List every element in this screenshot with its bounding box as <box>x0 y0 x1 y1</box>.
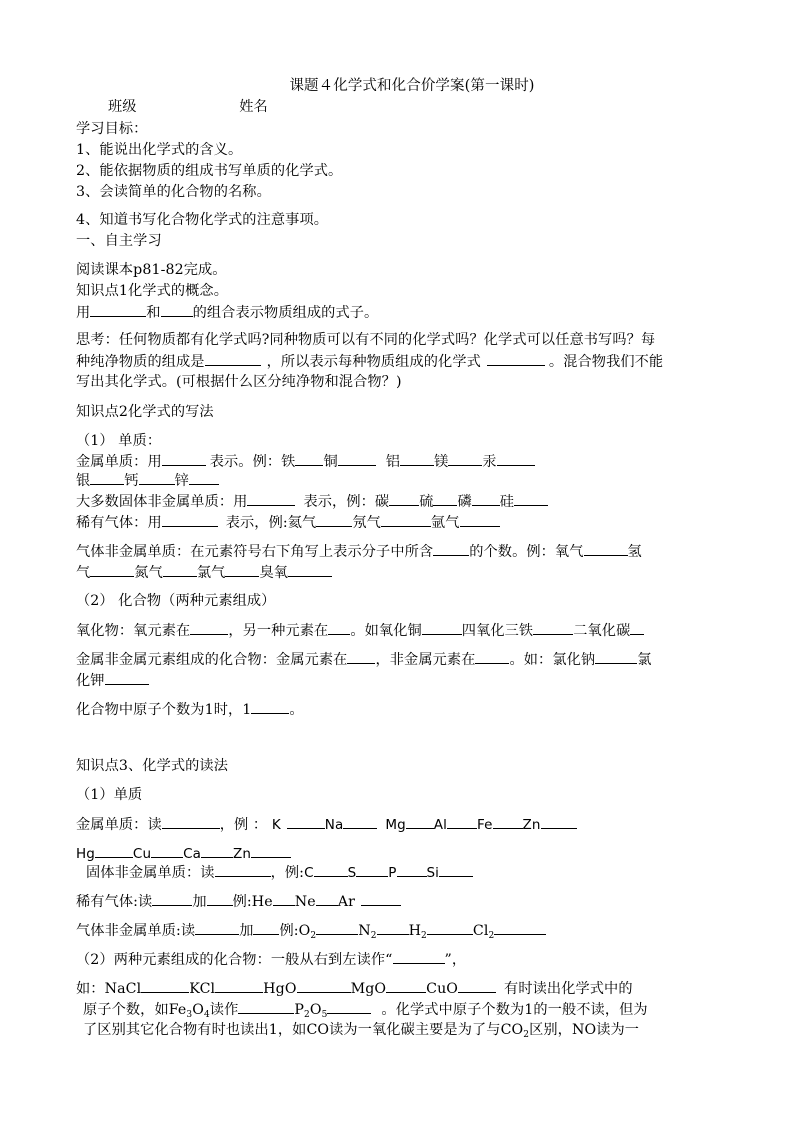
fill-blank[interactable] <box>361 891 401 906</box>
compound-example-line: 了区别其它化合物有时也读出1，如CO读为一氧化碳主要是为了与$CO_2$区别，NO读为一 <box>83 1022 640 1040</box>
fill-blank[interactable] <box>253 920 279 935</box>
fill-blank[interactable] <box>151 843 183 858</box>
kp2-sub-heading: （2） 化合物（两种元素组成） <box>76 593 276 609</box>
fill-blank[interactable] <box>195 920 239 935</box>
reading-instruction: 阅读课本p81-82完成。 <box>76 262 227 278</box>
fill-blank[interactable] <box>215 862 271 877</box>
fill-blank[interactable] <box>328 620 350 635</box>
fill-blank[interactable] <box>381 512 431 527</box>
fill-blank[interactable] <box>314 862 348 877</box>
fill-blank[interactable] <box>238 999 294 1014</box>
fill-blank[interactable] <box>162 451 206 466</box>
fill-blank[interactable] <box>533 620 573 635</box>
fill-blank[interactable] <box>338 451 376 466</box>
fill-blank[interactable] <box>493 814 523 829</box>
objective-item: 1、能说出化学式的含义。 <box>76 142 243 158</box>
fill-blank[interactable] <box>584 541 628 556</box>
fill-blank[interactable] <box>251 843 291 858</box>
atom-count-line: 化合物中原子个数为1时，1 。 <box>76 699 724 720</box>
metal-nonmetal-compound-line: 化钾 <box>76 670 724 691</box>
fill-blank[interactable] <box>215 978 263 993</box>
fill-blank[interactable] <box>422 620 462 635</box>
kp3-heading: 知识点3、化学式的读法 <box>76 758 229 774</box>
fill-blank[interactable] <box>487 351 545 366</box>
fill-blank[interactable] <box>162 814 220 829</box>
fill-blank[interactable] <box>433 541 469 556</box>
think-paragraph: 种纯净物质的组成是 ，所以表示每种物质组成的化学式 。混合物我们不能 <box>76 351 724 372</box>
fill-blank[interactable] <box>152 891 192 906</box>
fill-blank[interactable] <box>386 978 426 993</box>
metal-nonmetal-compound-line: 金属非金属元素组成的化合物：金属元素在 ，非金属元素在 。如：氯化钠 氯 <box>76 649 724 670</box>
metal-element-line: 金属单质：用 表示。例：铁 铜 铝 镁 汞 <box>76 451 724 472</box>
fill-blank[interactable] <box>295 451 323 466</box>
kp1-heading: 知识点1化学式的概念。 <box>76 283 229 299</box>
fill-blank[interactable] <box>433 491 457 506</box>
read-metal-line: 金属单质：读 ，例 ： K Na Mg Al Fe Zn <box>76 814 724 835</box>
gas-nonmetal-line: 气 氮气 氯气 臭氧 <box>76 562 724 583</box>
fill-blank[interactable] <box>225 562 259 577</box>
kp2-heading: 知识点2化学式的写法 <box>76 404 214 420</box>
metal-element-line: 银 钙 锌 <box>76 470 724 491</box>
fill-blank[interactable] <box>201 843 233 858</box>
fill-blank[interactable] <box>207 891 233 906</box>
fill-blank[interactable] <box>343 814 377 829</box>
fill-blank[interactable] <box>595 649 637 664</box>
fill-blank[interactable] <box>288 562 332 577</box>
noble-gas-line: 稀有气体：用 表示，例:氦气 氖气 氩气 <box>76 512 724 533</box>
kp3-sub-heading: （1）单质 <box>76 787 143 803</box>
fill-blank[interactable] <box>389 491 419 506</box>
fill-blank[interactable] <box>356 862 388 877</box>
section-heading: 一、自主学习 <box>76 233 162 249</box>
fill-blank[interactable] <box>460 512 500 527</box>
fill-blank[interactable] <box>630 620 644 635</box>
fill-blank[interactable] <box>189 470 219 485</box>
page-title: 课题４化学式和化合价学案(第一课时) <box>289 78 535 94</box>
objectives-heading: 学习目标： <box>76 121 148 137</box>
fill-blank[interactable] <box>406 814 434 829</box>
fill-blank[interactable] <box>472 491 500 506</box>
fill-blank[interactable] <box>347 649 375 664</box>
fill-blank[interactable] <box>273 891 295 906</box>
gas-nonmetal-line: 气体非金属单质：在元素符号右下角写上表示分子中所含 的个数。例：氧气 氢 <box>76 541 724 562</box>
student-info <box>76 97 724 117</box>
kp2-sub-heading: （1） 单质： <box>76 433 162 449</box>
read-metal-line: Hg Cu Ca Zn <box>76 843 724 864</box>
fill-blank[interactable] <box>397 862 427 877</box>
fill-blank[interactable] <box>251 699 289 714</box>
read-solid-line: 固体非金属单质：读 ，例:C S P Si <box>76 862 724 883</box>
fill-blank[interactable] <box>400 451 434 466</box>
fill-blank[interactable] <box>448 451 482 466</box>
fill-blank[interactable] <box>316 512 352 527</box>
fill-blank[interactable] <box>475 649 509 664</box>
fill-blank[interactable] <box>316 891 338 906</box>
fill-blank[interactable] <box>90 562 134 577</box>
fill-blank[interactable] <box>139 470 175 485</box>
objective-item: 4、知道书写化合物化学式的注意事项。 <box>76 212 329 228</box>
read-noble-line: 稀有气体:读 加 例:He Ne Ar <box>76 891 724 912</box>
compound-example-line: 原子个数，如$Fe_3O_4$读作 $P_2O_5$ 。化学式中原子个数为1的一般不读，但为 <box>76 999 724 1022</box>
think-paragraph: 思考：任何物质都有化学式吗?同种物质可以有不同的化学式吗？化学式可以任意书写吗？每 <box>76 332 656 348</box>
oxide-line: 氧化物：氧元素在 ，另一种元素在 。如氧化铜 四氧化三铁 二氧化碳 <box>76 620 724 641</box>
fill-blank[interactable] <box>541 814 577 829</box>
compound-example-line: 如：NaCl KCl HgO MgO CuO 有时读出化学式中的 <box>76 978 724 999</box>
fill-blank[interactable] <box>458 978 496 993</box>
fill-blank[interactable] <box>316 920 358 935</box>
think-paragraph: 写出其化学式。(可根据什么区分纯净物和混合物？) <box>76 374 402 390</box>
fill-blank[interactable] <box>439 862 473 877</box>
fill-blank[interactable] <box>497 451 535 466</box>
kp3-sub-heading: （2）两种元素组成的化合物：一般从右到左读作“ ”， <box>76 949 724 970</box>
objective-item: 2、能依据物质的组成书写单质的化学式。 <box>76 163 343 179</box>
fill-blank[interactable] <box>161 302 193 317</box>
fill-blank[interactable] <box>427 920 473 935</box>
fill-blank[interactable] <box>247 491 295 506</box>
read-gas-line: 气体非金属单质:读 加 例$:O_2$ $N_2$ $H_2$ $Cl_2$ <box>76 920 724 943</box>
fill-blank[interactable] <box>95 843 133 858</box>
fill-blank[interactable] <box>297 978 351 993</box>
fill-blank[interactable] <box>163 562 197 577</box>
kp1-definition: 用 和 的组合表示物质组成的式子。 <box>76 302 724 323</box>
fill-blank[interactable] <box>190 620 228 635</box>
fill-blank[interactable] <box>90 470 124 485</box>
fill-blank[interactable] <box>377 920 409 935</box>
fill-blank[interactable] <box>90 302 146 317</box>
fill-blank[interactable] <box>162 512 218 527</box>
fill-blank[interactable] <box>327 999 371 1014</box>
solid-nonmetal-line: 大多数固体非金属单质：用 表示，例：碳 硫 磷 硅 <box>76 491 724 512</box>
fill-blank[interactable] <box>141 978 189 993</box>
fill-blank[interactable] <box>287 814 325 829</box>
class-label: 班级 <box>108 99 137 115</box>
fill-blank[interactable] <box>393 949 445 964</box>
objective-item: 3、会读简单的化合物的名称。 <box>76 184 271 200</box>
fill-blank[interactable] <box>514 491 548 506</box>
fill-blank[interactable] <box>447 814 477 829</box>
fill-blank[interactable] <box>105 670 149 685</box>
name-label: 姓名 <box>239 99 268 115</box>
fill-blank[interactable] <box>205 351 261 366</box>
fill-blank[interactable] <box>494 920 546 935</box>
